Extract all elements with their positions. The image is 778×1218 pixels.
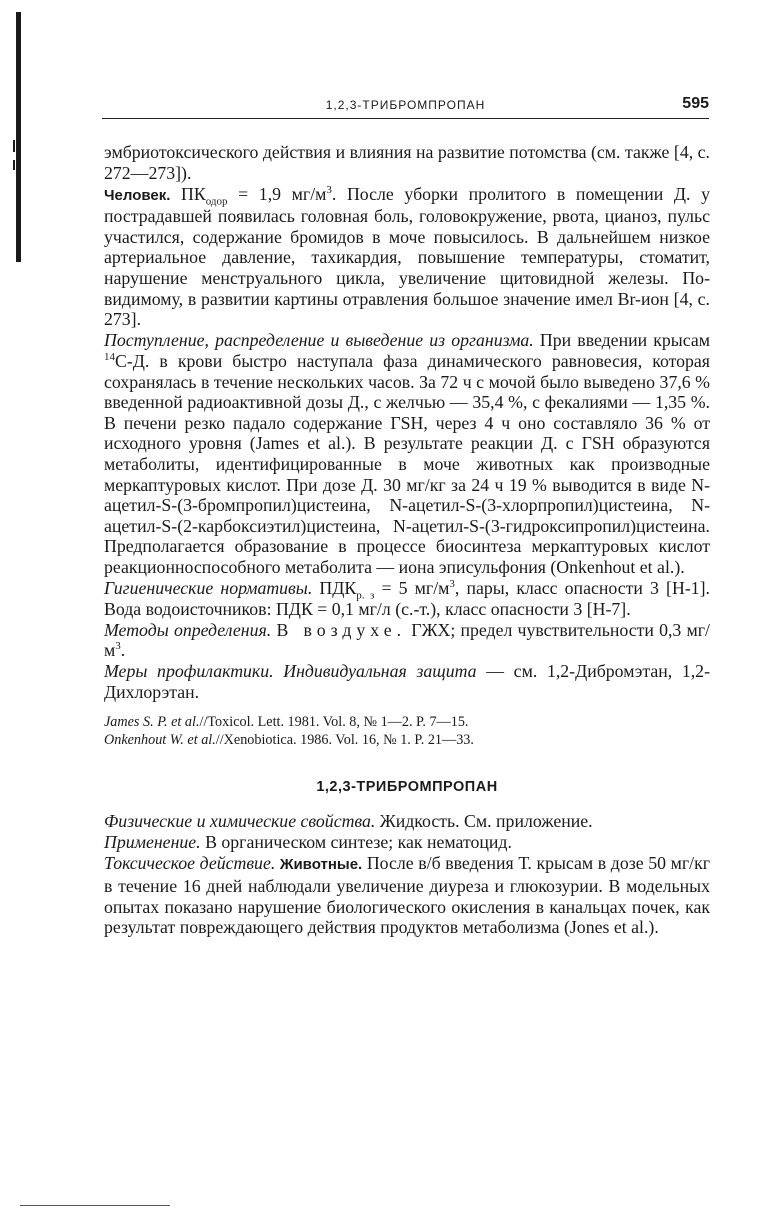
reference-authors: James S. P. et al. (104, 713, 200, 730)
unit-superscript: 3 (449, 578, 455, 591)
margin-tick (13, 160, 15, 170)
reference-item (104, 714, 710, 732)
heading-intake: Поступление, распределение и выведение из организма. (104, 330, 534, 351)
reference-source: //Toxicol. Lett. 1981. Vol. 8, № 1—2. P. 7—15. (199, 713, 469, 730)
paragraph-properties (104, 811, 710, 832)
heading-application: Применение. (104, 832, 201, 853)
paragraph-prevention (104, 661, 710, 702)
paragraph-text: — см. 1,2-Дибромэтан, 1,2-Дихлорэтан. (104, 661, 710, 702)
spaced-air: В воздухе. (276, 619, 407, 640)
references (104, 714, 710, 750)
page-number: 595 (682, 95, 709, 112)
pdk-value: = 5 мг/м (374, 577, 450, 598)
label-human: Человек. (104, 186, 171, 204)
heading-prevention: Меры профилактики. Индивидуальная защита (104, 661, 477, 682)
paragraph-human (104, 184, 710, 330)
paragraph-text: . После уборки пролитого в помещении Д. у пострадавшей появилась головная боль, головокружение, рвота, цианоз, пульс участился, содержание бромидов в моче повысилось. В дальнейшем низкое артериальное давление, тахикардия, повышение температуры, стоматит, нарушение менструального цикла, увеличение щитовидной железы. По-видимому, в развитии картины отравления большое значение имел Br-ион [4, с. 273]. (104, 183, 710, 330)
margin-rule (16, 12, 21, 262)
pdk-subscript: р. з (356, 589, 375, 602)
section-title: 1,2,3-ТРИБРОМПРОПАН (316, 779, 498, 796)
paragraph-hygiene (104, 578, 710, 619)
paragraph-text: В органическом синтезе; как нематоцид. (200, 832, 512, 853)
margin-tick (13, 140, 15, 152)
paragraph-text: , пары, класс опасности 3 [Н-1]. Вода водоисточников: ПДК = 0,1 мг/л (с.-т.), класс опасности 3 [Н-7]. (104, 577, 710, 619)
paragraph-toxic (104, 853, 710, 937)
page-body (104, 142, 710, 938)
paragraph-intake (104, 330, 710, 577)
pk-subscript: одор (205, 195, 228, 208)
unit-superscript: 3 (115, 640, 121, 653)
pk-symbol: ПК (181, 183, 206, 204)
running-title: 1,2,3-ТРИБРОМПРОПАН (325, 98, 486, 112)
paragraph-methods (104, 620, 710, 661)
heading-properties: Физические и химические свойства. (104, 811, 376, 832)
reference-source: //Xenobiotica. 1986. Vol. 16, № 1. P. 21—33. (215, 731, 474, 748)
paragraph-application (104, 832, 710, 853)
heading-hygiene: Гигиенические нормативы. (104, 577, 313, 598)
pdk-symbol: ПДК (312, 577, 357, 598)
heading-methods: Методы определения. (104, 619, 272, 640)
label-animals: Животные. (279, 856, 363, 874)
paragraph-text: эмбриотоксического действия и влияния на развитие потомства (см. также [4, с. 272—273]). (104, 142, 710, 183)
unit-superscript: 3 (326, 183, 332, 196)
footer-rule (20, 1205, 170, 1206)
paragraph-text: Жидкость. См. приложение. (375, 811, 593, 832)
paragraph-continuation (104, 142, 710, 183)
running-head (102, 96, 709, 119)
isotope-superscript: 14 (104, 351, 115, 364)
pk-value: = 1,9 мг/м (227, 183, 327, 204)
paragraph-text: После в/б введения Т. крысам в дозе 50 мг/кг в течение 16 дней наблюдали увеличение диуреза и глюкозурии. В модельных опытах показано нарушение биологического окисления в канальцах почек, как результат повреждающего действия продуктов метаболизма (Jones et al.). (104, 853, 711, 938)
paragraph-text: При введении крысам (533, 330, 710, 351)
paragraph-text: С-Д. в крови быстро наступала фаза динамического равновесия, которая сохранялась в течение нескольких часов. За 72 ч с мочой было выведено 37,6 % введенной радиоактивной дозы Д., с желчью — 35,4 %, с фекалиями — 1,35 %. В печени резко падало содержание ГSH, через 4 ч оно составляло 36 % от исходного уровня (James et al.). В результате реакции Д. с ГSH образуются метаболиты, идентифицированные в моче животных как производные меркаптуровых кислот. При дозе Д. 30 мг/кг за 24 ч 19 % выводится в виде N-ацетил-S-(3-бромпропил)цистеина, N-ацетил-S-(3-хлорпропил)цистеина, N-ацетил-S-(2-карбоксиэтил)цистеина, N-ацетил-S-(3-гидроксипропил)цистеина. Предполагается образование в процессе биосинтеза меркаптуровых кислот реакционноспособного метаболита — иона эписульфония (Onkenhout et al.). (104, 350, 710, 577)
heading-toxic: Токсическое действие. (104, 853, 276, 874)
reference-item (104, 732, 710, 750)
paragraph-text: ГЖХ; предел чувствительности 0,3 мг/м (104, 619, 710, 661)
paragraph-text: . (120, 640, 126, 661)
reference-authors: Onkenhout W. et al. (104, 731, 216, 748)
